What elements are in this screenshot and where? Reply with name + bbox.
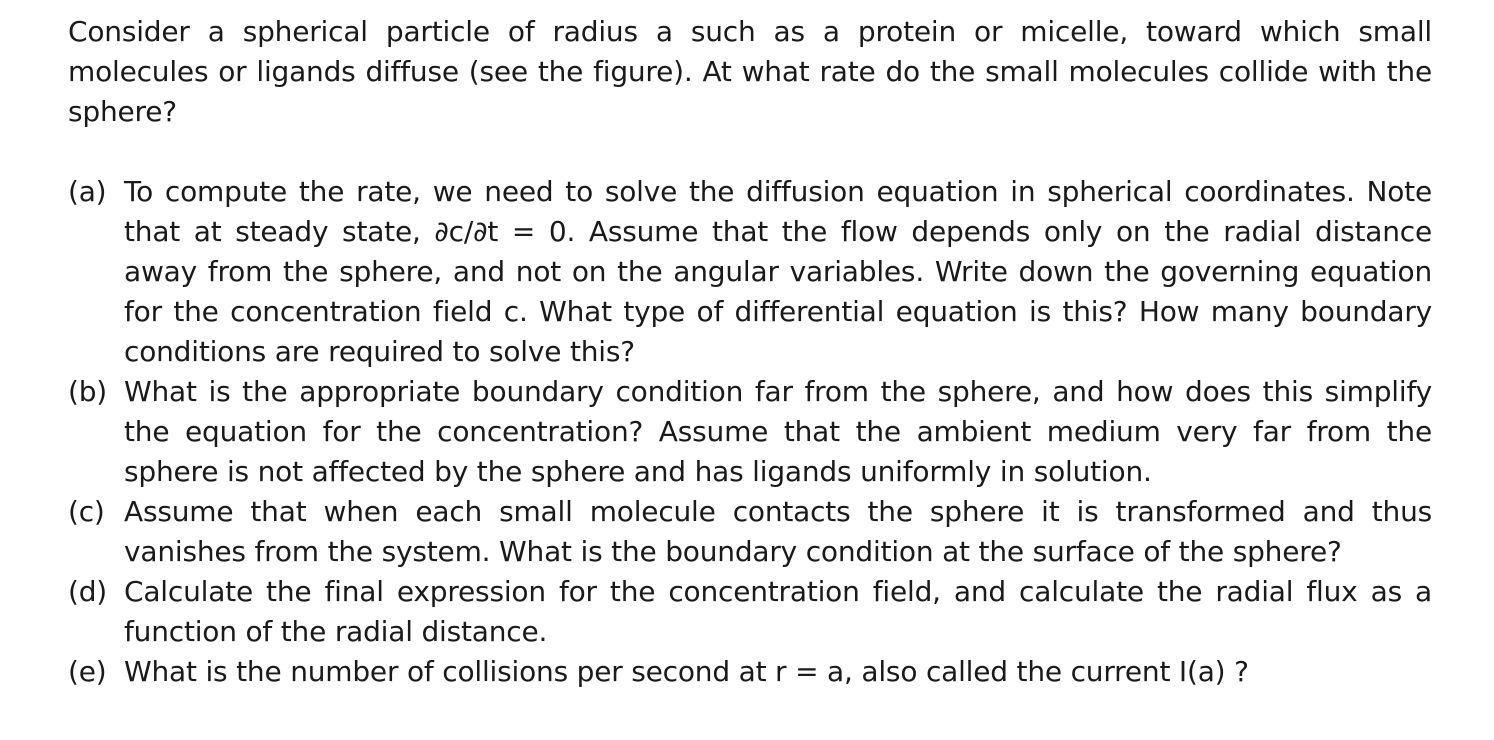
question-text: Calculate the final expression for the concentration field, and calculate the radial flux as a function of the radial distance. (124, 575, 1432, 648)
question-item-b (68, 372, 1432, 492)
question-label: (b) (68, 375, 108, 408)
question-text: To compute the rate, we need to solve the diffusion equation in spherical coordinates. Note that at steady state, ∂c/∂t = 0. Assume that the flow depends only on the radial distance away from the sphere, and not on the angular variables. Write down the governing equation for the concentration field c. What type of differential equation is this? How many boundary conditions are required to solve this? (124, 175, 1432, 368)
question-label: (d) (68, 575, 108, 608)
question-item-d (68, 572, 1432, 652)
question-text: Assume that when each small molecule contacts the sphere it is transformed and thus vanishes from the system. What is the boundary condition at the surface of the sphere? (124, 495, 1432, 568)
question-label: (a) (68, 175, 107, 208)
question-label: (e) (68, 655, 107, 688)
problem-document (68, 12, 1432, 692)
question-text: What is the appropriate boundary condition far from the sphere, and how does this simplify the equation for the concentration? Assume that the ambient medium very far from the sphere is not affected by the sphere and has ligands uniformly in solution. (124, 375, 1432, 488)
question-label: (c) (68, 495, 105, 528)
question-item-e (68, 652, 1432, 692)
problem-intro: Consider a spherical particle of radius a such as a protein or micelle, toward which small molecules or ligands diffuse (see the figure). At what rate do the small molecules collide with the sphere? (68, 15, 1432, 128)
question-list (68, 172, 1432, 692)
question-text: What is the number of collisions per second at r = a, also called the current I(a) ? (124, 655, 1249, 688)
question-item-a (68, 172, 1432, 372)
question-item-c (68, 492, 1432, 572)
